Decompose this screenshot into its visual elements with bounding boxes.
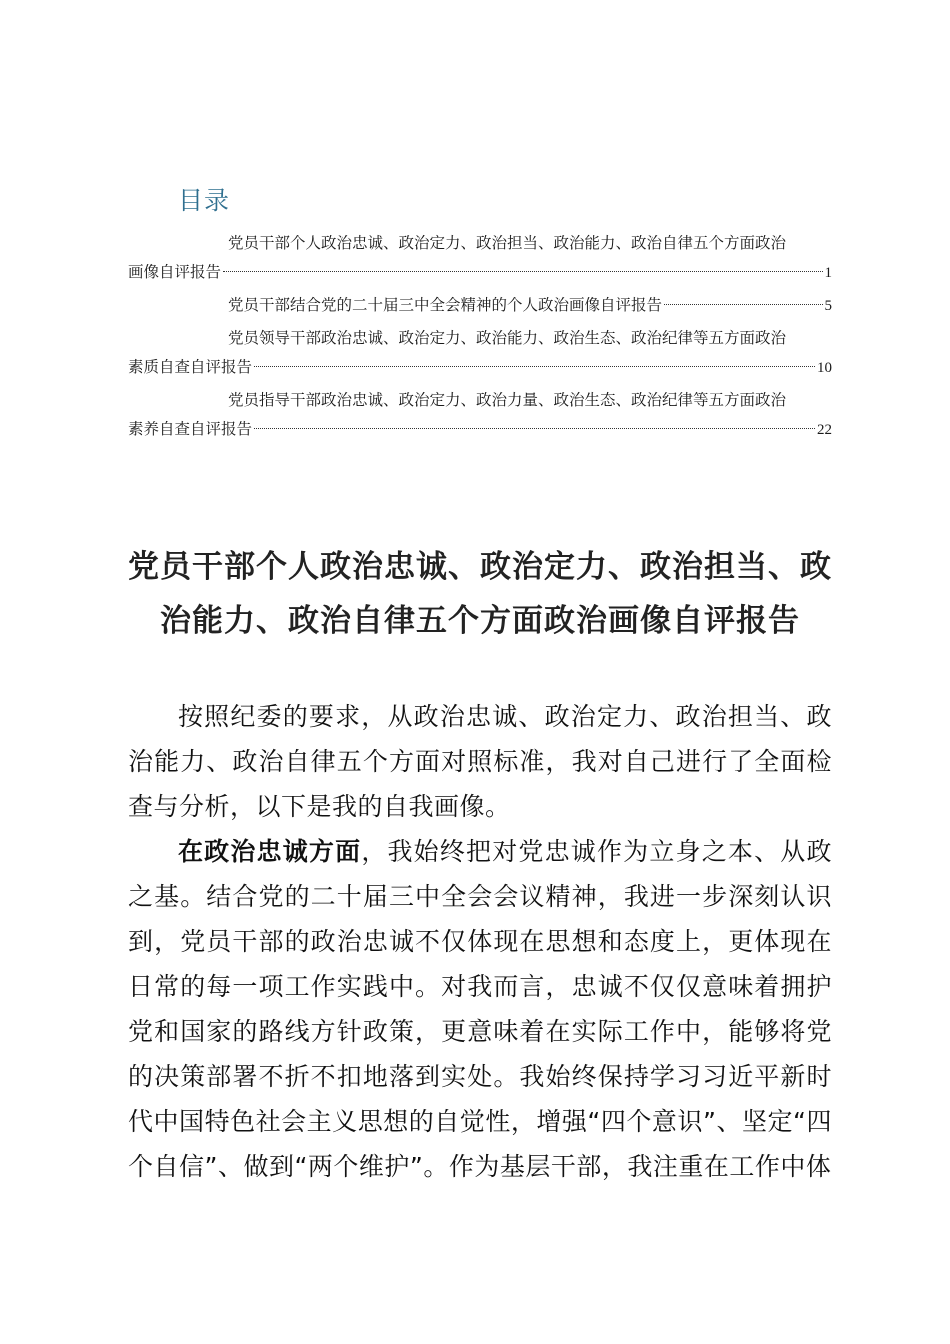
- section-paragraph: [128, 829, 832, 1189]
- toc-entry-title-cont: 素养自查自评报告: [128, 420, 253, 438]
- toc-entry[interactable]: [128, 229, 832, 288]
- section-lead: 在政治忠诚方面: [178, 837, 362, 866]
- section-text: ，我始终把对党忠诚作为立身之本、从政之基。结合党的二十届三中全会会议精神，我进一步深刻认识到，党员干部的政治忠诚不仅体现在思想和态度上，更体现在日常的每一项工作实践中。对我而言，忠诚不仅仅意味着拥护党和国家的路线方针政策，更意味着在实际工作中，能够将党的决策部署不折不扣地落到实处。我始终保持学习习近平新时代中国特色社会主义思想的自觉性，增强“四个意识”、坚定“四个自信”、做到“两个维护”。作为基层干部，我注重在工作中体: [128, 837, 832, 1181]
- table-of-contents: [128, 229, 832, 448]
- toc-entry-title-cont: 素质自查自评报告: [128, 358, 253, 376]
- toc-entry-continuation: [128, 291, 832, 321]
- toc-entry[interactable]: [128, 386, 832, 445]
- intro-paragraph: 按照纪委的要求，从政治忠诚、政治定力、政治担当、政治能力、政治自律五个方面对照标准，我对自己进行了全面检查与分析，以下是我的自我画像。: [128, 702, 832, 821]
- toc-page-number: 1: [824, 265, 832, 281]
- toc-entry-continuation: [128, 353, 832, 383]
- toc-entry[interactable]: [128, 324, 832, 383]
- toc-entry-title: 党员领导干部政治忠诚、政治定力、政治能力、政治生态、政治纪律等五方面政治: [228, 329, 787, 347]
- toc-leader-dots: [254, 428, 815, 429]
- toc-entry-title: 党员干部个人政治忠诚、政治定力、政治担当、政治能力、政治自律五个方面政治: [228, 234, 787, 252]
- toc-entry-continuation: [128, 258, 832, 288]
- toc-page-number: 22: [817, 422, 832, 438]
- toc-entry-title: 党员干部结合党的二十届三中全会精神的个人政治画像自评报告: [228, 296, 663, 314]
- toc-leader-dots: [223, 271, 822, 272]
- toc-page-number: 10: [817, 360, 832, 376]
- document-body: [128, 694, 832, 1189]
- toc-entry-continuation: [128, 415, 832, 445]
- toc-heading: 目录: [178, 186, 231, 215]
- toc-entry-title: 党员指导干部政治忠诚、政治定力、政治力量、政治生态、政治纪律等五方面政治: [228, 391, 787, 409]
- document-title: 党员干部个人政治忠诚、政治定力、政治担当、政治能力、政治自律五个方面政治画像自评报告: [128, 549, 832, 639]
- toc-leader-dots: [664, 304, 822, 305]
- toc-entry-title-cont: 画像自评报告: [128, 263, 222, 281]
- toc-page-number: 5: [824, 298, 832, 314]
- toc-leader-dots: [254, 366, 815, 367]
- toc-entry[interactable]: [128, 291, 832, 321]
